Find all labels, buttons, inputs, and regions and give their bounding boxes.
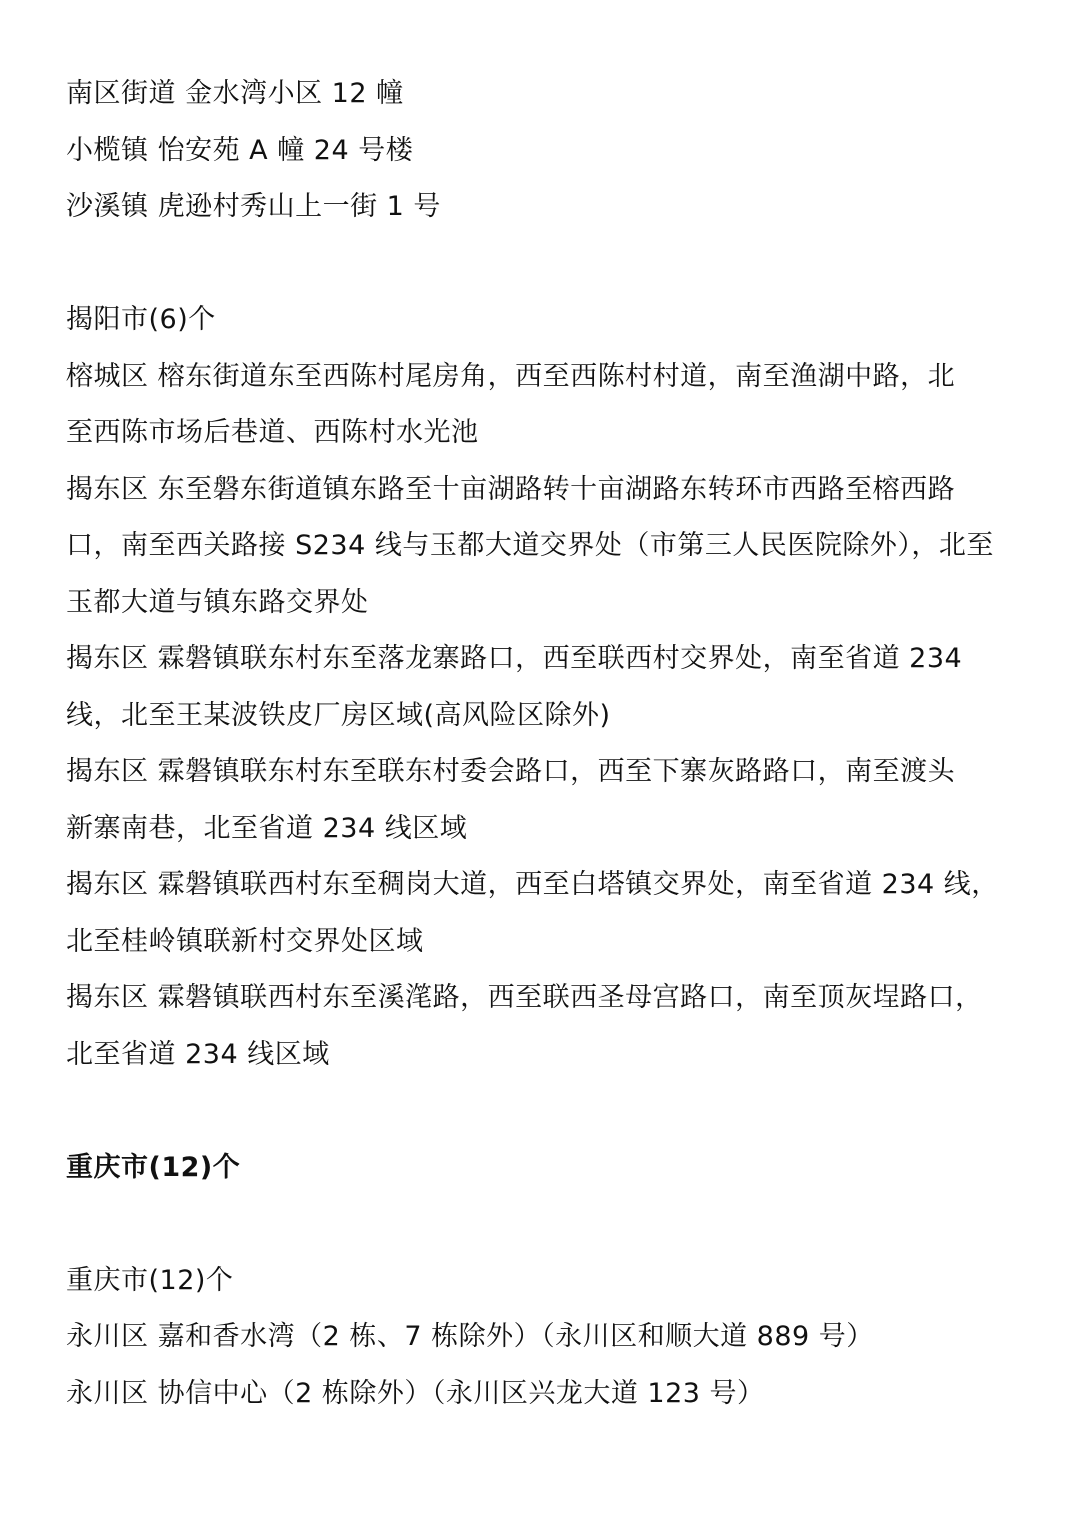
text-line: 新寨南巷，北至省道 234 线区域 [66,812,468,844]
text-line: 南区街道 金水湾小区 12 幢 [66,78,404,109]
text-line: 玉都大道与镇东路交界处 [66,586,369,618]
text-line: 揭东区 霖磐镇联东村东至联东村委会路口，西至下寨灰路路口，南至渡头 [66,756,956,787]
section-heading-chongqing-bold: 重庆市(12)个 [66,1151,241,1183]
section-heading-chongqing: 重庆市(12)个 [66,1264,234,1296]
text-line: 线，北至王某波铁皮厂房区域(高风险区除外) [66,699,611,731]
text-line: 永川区 协信中心（2 栋除外）（永川区兴龙大道 123 号） [66,1377,765,1409]
document-page [66,66,1026,1422]
text-line: 沙溪镇 虎逊村秀山上一街 1 号 [66,191,441,222]
text-line: 口，南至西关路接 S234 线与玉都大道交界处（市第三人民医院除外），北至 [66,530,994,561]
blank-line [66,236,1026,293]
text-line: 北至省道 234 线区域 [66,1038,330,1070]
text-line: 揭东区 霖磐镇联西村东至溪滗路，西至联西圣母宫路口，南至顶灰埕路口， [66,982,983,1013]
section-heading-jieyang: 揭阳市(6)个 [66,304,216,335]
text-line: 北至桂岭镇联新村交界处区域 [66,925,424,957]
text-line: 至西陈市场后巷道、西陈村水光池 [66,417,479,448]
text-line: 揭东区 东至磐东街道镇东路至十亩湖路转十亩湖路东转环市西路至榕西路 [66,473,956,505]
text-line: 小榄镇 怡安苑 A 幢 24 号楼 [66,134,414,166]
blank-line [66,1196,1026,1253]
text-line: 揭东区 霖磐镇联东村东至落龙寨路口，西至联西村交界处，南至省道 234 [66,643,963,674]
text-line: 永川区 嘉和香水湾（2 栋、7 栋除外）（永川区和顺大道 889 号） [66,1321,874,1352]
text-line: 揭东区 霖磐镇联西村东至稠岗大道，西至白塔镇交界处，南至省道 234 线， [66,869,999,900]
text-line: 榕城区 榕东街道东至西陈村尾房角，西至西陈村村道，南至渔湖中路，北 [66,360,956,392]
blank-line [66,1083,1026,1140]
